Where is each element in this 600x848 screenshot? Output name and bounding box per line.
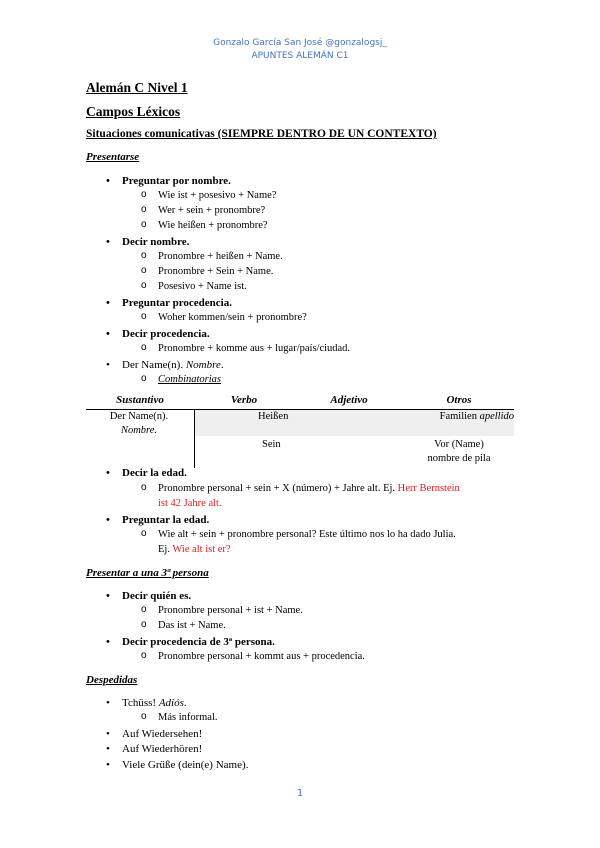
cell-verbo-sein: Sein bbox=[262, 439, 281, 450]
doc-title: Alemán C Nivel 1 bbox=[86, 80, 188, 95]
bullet-decir-procedencia: • Decir procedencia. bbox=[106, 328, 210, 340]
sub-item: o Más informal. bbox=[141, 711, 218, 723]
sub-item: o Pronombre personal + ist + Name. bbox=[141, 604, 303, 616]
bullet-decir-procedencia-3: • Decir procedencia de 3ª persona. bbox=[106, 636, 275, 648]
sub-item: o Wer + sein + pronombre? bbox=[141, 204, 266, 216]
bullet-auf-wiedersehen: • Auf Wiedersehen! bbox=[106, 728, 203, 740]
sub-item: o Pronombre personal + kommt aus + procedencia. bbox=[141, 650, 365, 662]
th-otros: Otros bbox=[446, 394, 472, 406]
section-title-presentarse: Presentarse bbox=[86, 151, 140, 163]
combinatorias-table bbox=[86, 393, 514, 464]
bullet-der-name: • Der Name(n). Nombre. bbox=[106, 359, 224, 371]
section-title-despedidas: Despedidas bbox=[86, 674, 138, 686]
sub-item: o Posesivo + Name ist. bbox=[141, 280, 247, 292]
table-header-row bbox=[86, 393, 514, 409]
sub-item: o Das ist + Name. bbox=[141, 619, 226, 631]
bullet-preguntar-procedencia: • Preguntar procedencia. bbox=[106, 297, 232, 309]
cell-otros-familien: Familien apellido bbox=[439, 411, 514, 422]
bullet-preguntar-edad: • Preguntar la edad. bbox=[106, 514, 210, 526]
bullet-auf-wiederhoren: • Auf Wiederhören! bbox=[106, 743, 203, 755]
sub-item: o Wie alt + sein + pronombre personal? Este último nos lo ha dado Julia. bbox=[141, 528, 456, 540]
header-course: APUNTES ALEMÁN C1 bbox=[251, 51, 349, 61]
cell-otros-vor: Vor (Name) bbox=[434, 439, 484, 450]
bullet-preguntar-nombre: • Preguntar por nombre. bbox=[106, 175, 231, 187]
sub-item: o Wie ist + posesivo + Name? bbox=[141, 189, 277, 201]
th-adjetivo: Adjetivo bbox=[330, 394, 368, 406]
table-col-rule bbox=[194, 410, 195, 468]
cell-sustantivo: Der Name(n). bbox=[109, 411, 169, 422]
bullet-viele-grusse: • Viele Grüße (dein(e) Name). bbox=[106, 759, 249, 771]
bullet-decir-nombre: • Decir nombre. bbox=[106, 236, 190, 248]
th-verbo: Verbo bbox=[230, 394, 258, 406]
sub-item-combinatorias: o Combinatorias bbox=[141, 373, 222, 385]
sub-item-cont: Ej. Wie alt ist er? bbox=[158, 544, 231, 555]
cell-verbo-heissen: Heißen bbox=[258, 411, 289, 422]
sub-item-cont: ist 42 Jahre alt. bbox=[158, 498, 222, 509]
sub-item: o Pronombre personal + sein + X (número) + Jahre alt. Ej. Herr Bernstein bbox=[141, 482, 460, 494]
section-title-tercera-persona: Presentar a una 3ª persona bbox=[86, 567, 209, 579]
sub-item: o Pronombre + Sein + Name. bbox=[141, 265, 274, 277]
header-author: Gonzalo García San José @gonzalogsj_ bbox=[213, 38, 387, 48]
sub-item: o Woher kommen/sein + pronombre? bbox=[141, 311, 307, 323]
doc-subtitle: Campos Léxicos bbox=[86, 104, 181, 119]
bullet-tchuss: • Tchüss! Adiós. bbox=[106, 697, 187, 709]
sub-item: o Wie heißen + pronombre? bbox=[141, 219, 268, 231]
page-number: 1 bbox=[296, 788, 304, 799]
sub-item: o Pronombre + komme aus + lugar/país/ciudad. bbox=[141, 342, 351, 354]
cell-otros-pila: nombre de pila bbox=[427, 453, 491, 464]
th-sustantivo: Sustantivo bbox=[116, 394, 164, 406]
bullet-decir-edad: • Decir la edad. bbox=[106, 467, 187, 479]
section-heading: Situaciones comunicativas (SIEMPRE DENTRO DE UN CONTEXTO) bbox=[86, 128, 437, 140]
sub-item: o Pronombre + heißen + Name. bbox=[141, 250, 283, 262]
bullet-decir-quien: • Decir quién es. bbox=[106, 590, 192, 602]
cell-sustantivo-es: Nombre. bbox=[120, 425, 158, 436]
